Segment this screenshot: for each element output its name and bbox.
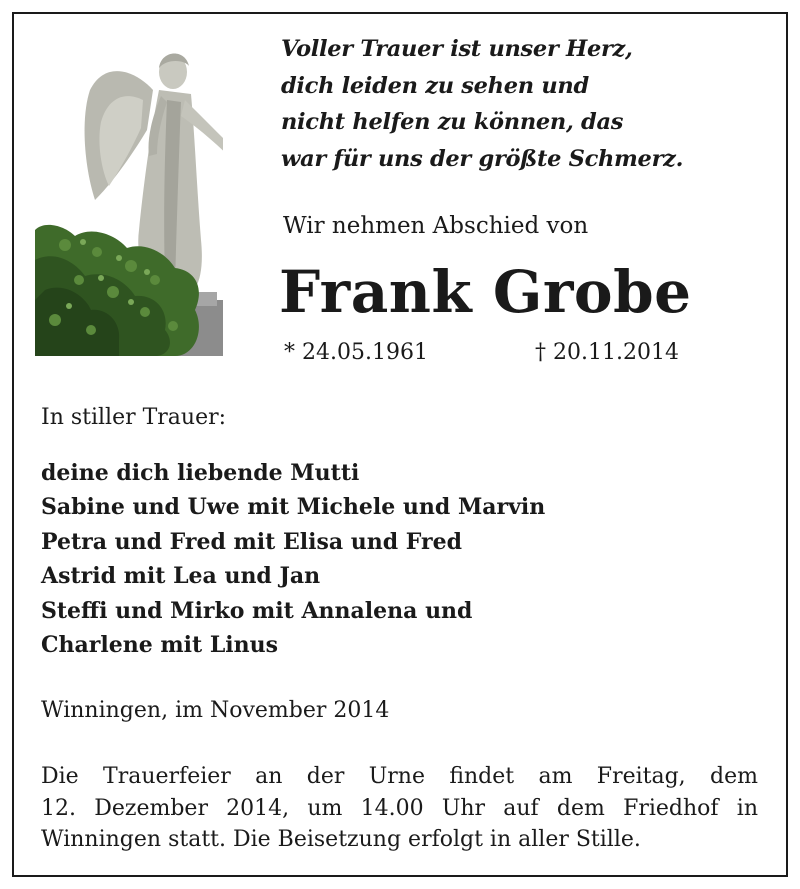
poem (281, 31, 781, 178)
mourning-intro: In stiller Trauer: (41, 405, 227, 430)
service-info (41, 761, 758, 856)
mourners-list (41, 456, 545, 662)
deceased-name: Frank Grobe (279, 258, 692, 326)
service-line: 12. Dezember 2014, um 14.00 Uhr auf dem Friedhof in (41, 795, 758, 821)
service-line: Winningen statt. Die Beisetzung erfolgt in aller Stille. (41, 827, 641, 852)
death-date: † 20.11.2014 (535, 340, 679, 365)
list-item: Steffi und Mirko mit Annalena und (41, 597, 473, 624)
place-date: Winningen, im November 2014 (41, 698, 390, 723)
poem-line: nicht helfen zu können, das (281, 109, 624, 136)
birth-date: * 24.05.1961 (284, 340, 428, 365)
list-item: deine dich liebende Mutti (41, 460, 360, 486)
poem-line: Voller Trauer ist unser Herz, (281, 36, 633, 62)
poem-line: war für uns der größte Schmerz. (281, 146, 684, 173)
angel-statue-image (35, 30, 223, 356)
farewell-text: Wir nehmen Abschied von (283, 213, 589, 239)
service-line: Die Trauerfeier an der Urne findet am Freitag, dem (41, 764, 758, 789)
poem-line: dich leiden zu sehen und (281, 72, 589, 99)
list-item: Charlene mit Linus (41, 632, 279, 659)
list-item: Astrid mit Lea und Jan (41, 563, 321, 590)
list-item: Sabine und Uwe mit Michele und Marvin (41, 494, 546, 521)
list-item: Petra und Fred mit Elisa und Fred (41, 528, 462, 555)
